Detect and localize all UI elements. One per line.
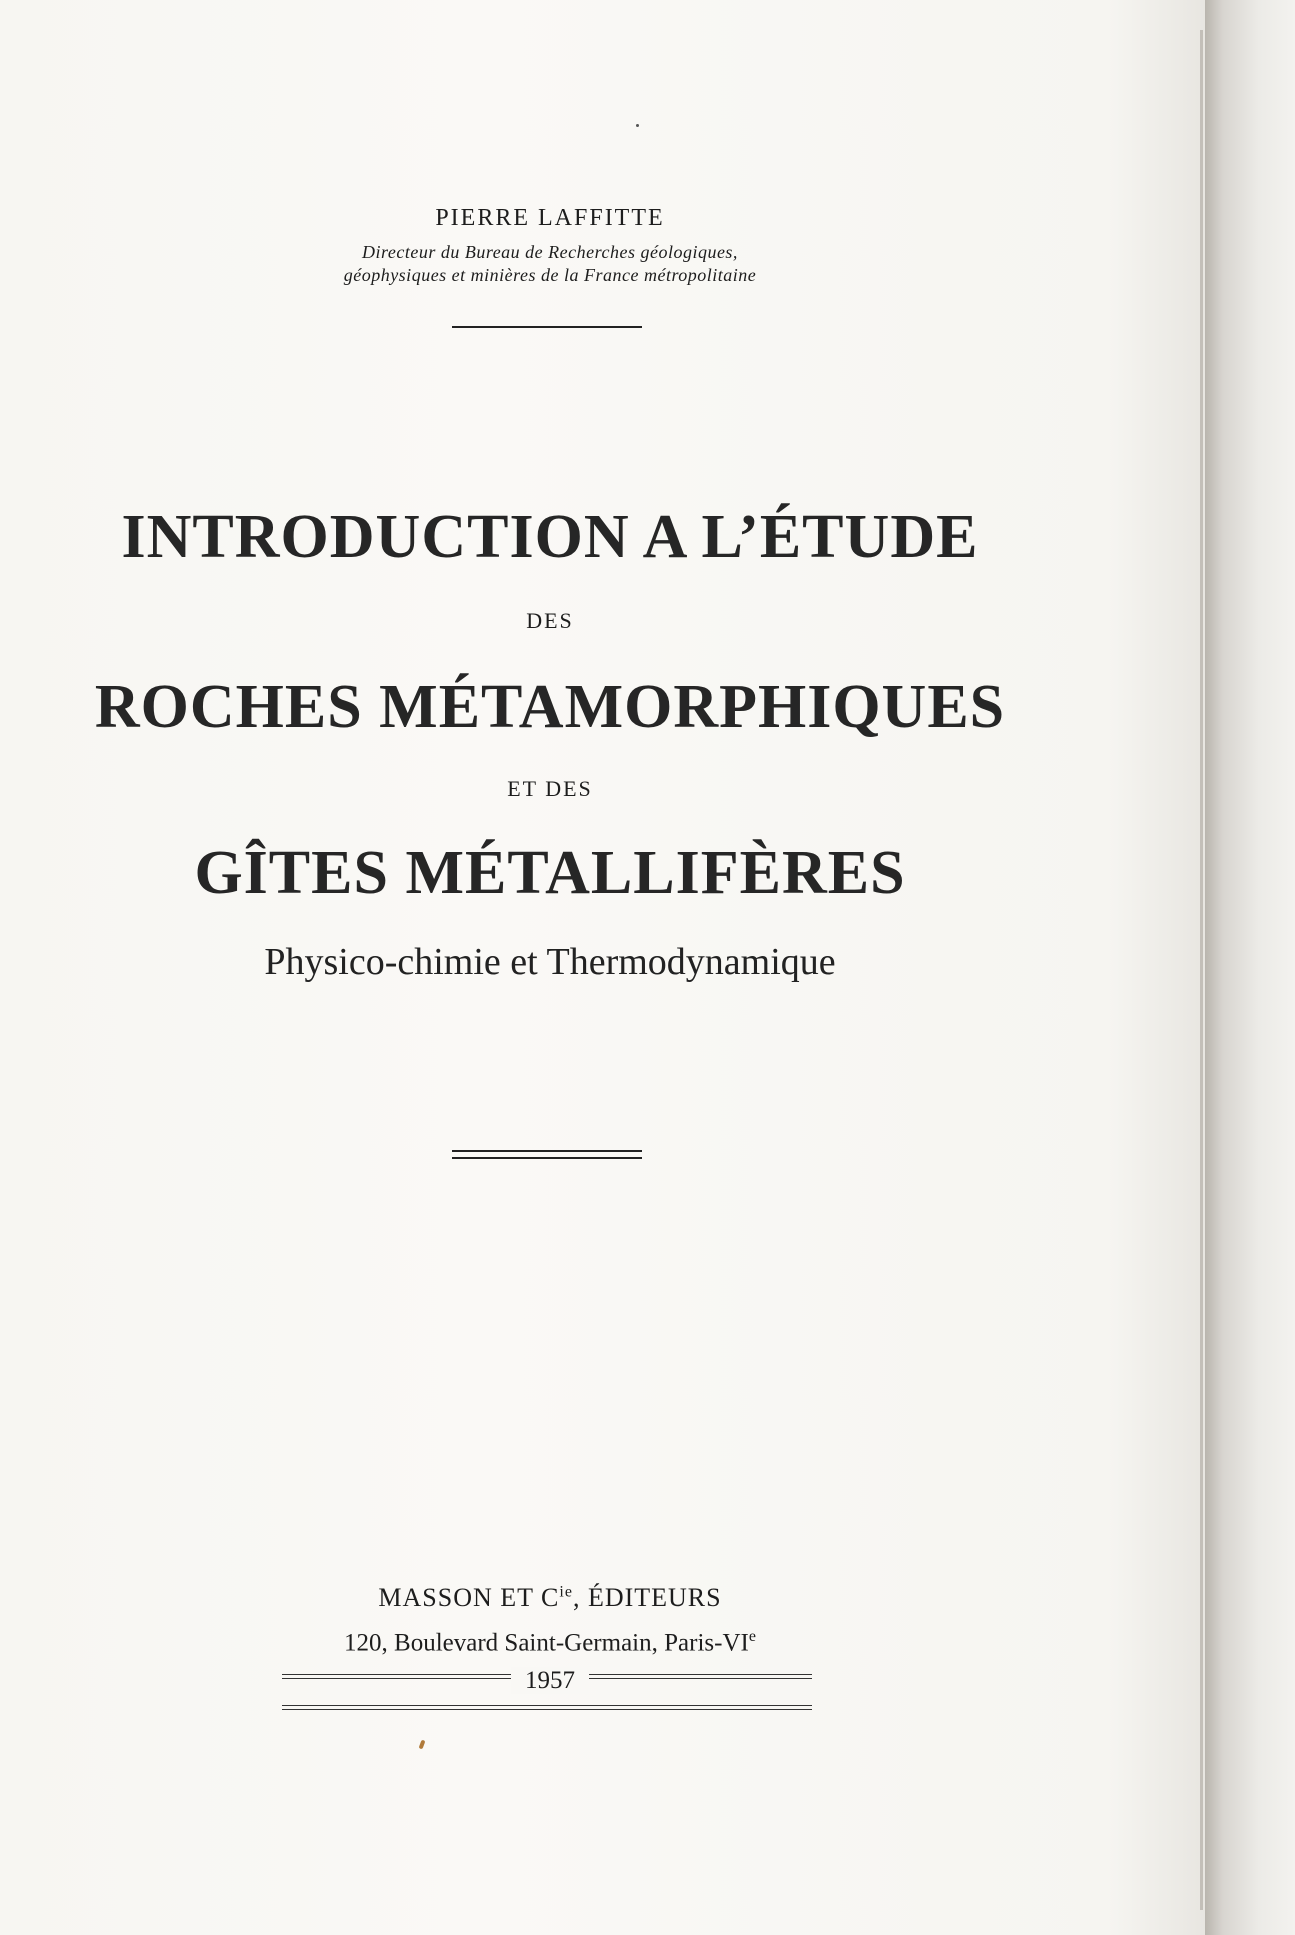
double-rule-bottom <box>452 1157 642 1159</box>
divider-rule <box>452 326 642 328</box>
author-affiliation-line1: Directeur du Bureau de Recherches géologiques, <box>362 242 738 262</box>
title-line2: ROCHES MÉTAMORPHIQUES <box>94 673 1006 741</box>
imprint-rule <box>282 1705 812 1706</box>
author-affiliation-line2: géophysiques et minières de la France métropolitaine <box>343 265 757 285</box>
title-connector-des: DES <box>526 608 574 633</box>
subtitle: Physico-chimie et Thermodynamique <box>264 941 836 983</box>
author-name: PIERRE LAFFITTE <box>435 205 665 231</box>
page-edge <box>1200 30 1203 1910</box>
publisher-address: 120, Boulevard Saint-Germain, Paris-VIe <box>344 1628 756 1657</box>
publication-year: 1957 <box>0 1667 1100 1695</box>
double-rule-top <box>452 1150 642 1152</box>
publisher-name: MASSON ET $C^{ie}$, ÉDITEURS <box>378 1583 722 1612</box>
imprint-rule <box>282 1709 812 1710</box>
title-line1: INTRODUCTION A L’ÉTUDE <box>121 503 979 571</box>
paper-stain <box>419 1740 426 1750</box>
title-line3: GÎTES MÉTALLIFÈRES <box>194 839 906 907</box>
ink-speck <box>636 124 639 127</box>
title-connector-et-des: ET DES <box>507 776 593 801</box>
page-edge-shadow <box>1205 0 1295 1935</box>
